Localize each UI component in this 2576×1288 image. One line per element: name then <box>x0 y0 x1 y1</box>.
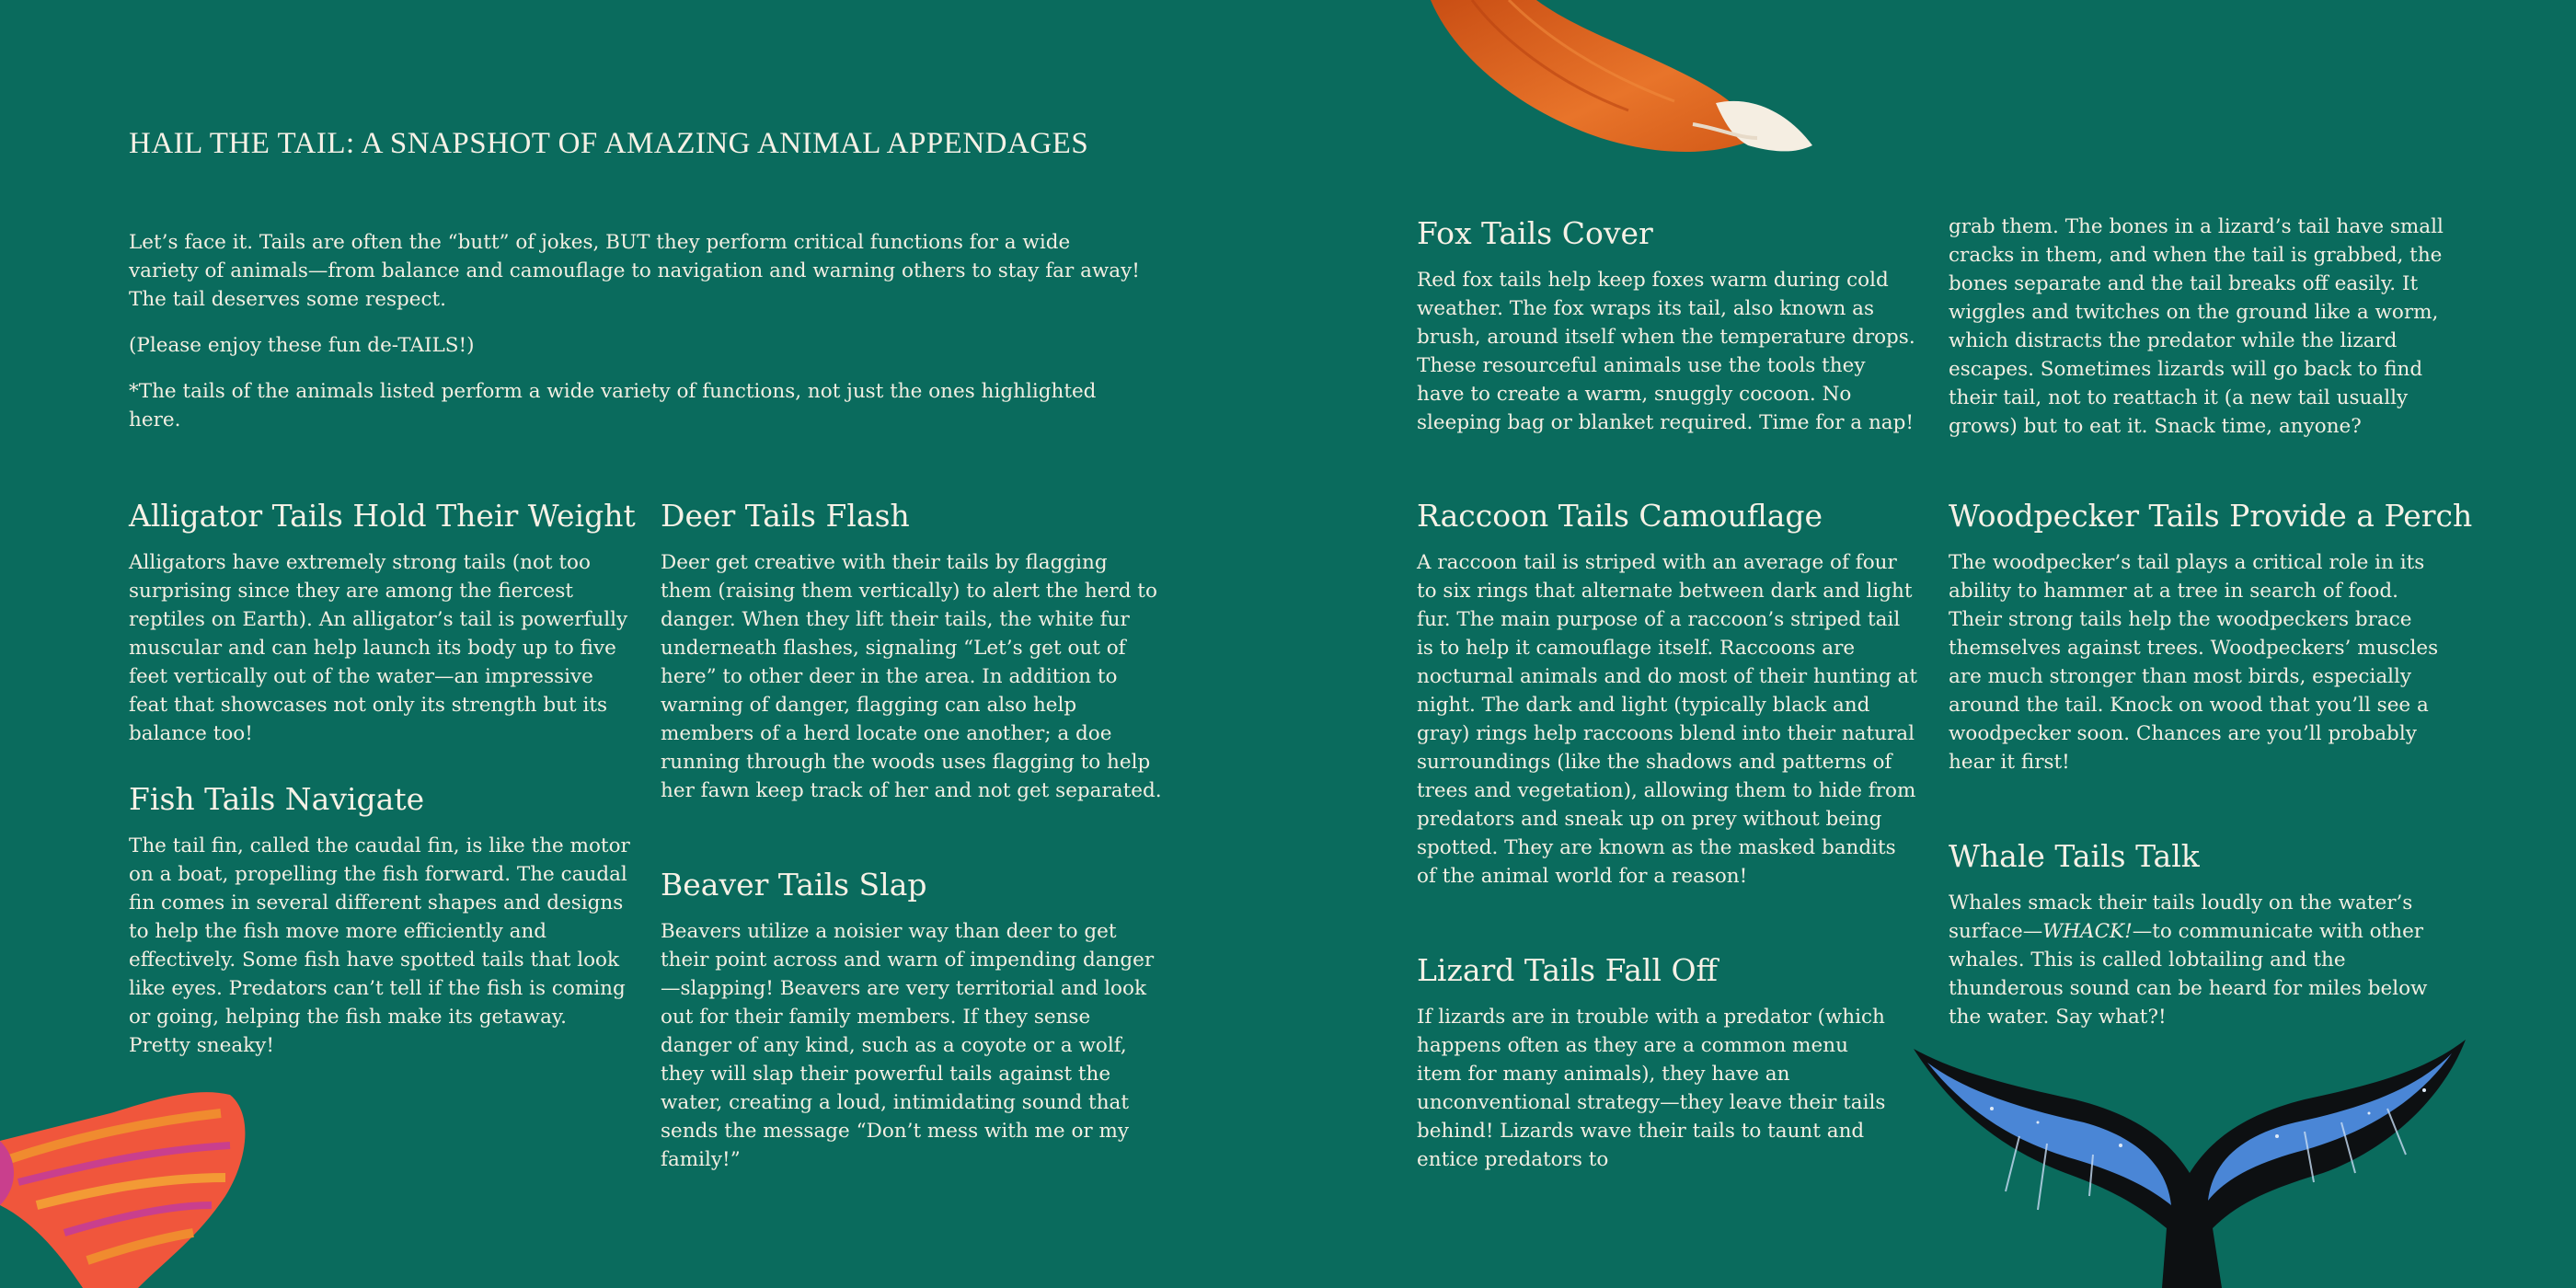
fish-tail-illustration <box>0 1076 258 1288</box>
section-heading: Beaver Tails Slap <box>661 867 927 903</box>
section-heading: Woodpecker Tails Provide a Perch <box>1949 498 2473 534</box>
whale-body-emphasis: WHACK! <box>2042 920 2133 943</box>
section-woodpecker <box>1949 497 2473 776</box>
fox-tail-illustration <box>1417 0 1877 175</box>
section-heading: Fish Tails Navigate <box>129 781 425 817</box>
section-body: A raccoon tail is striped with an average of four to six rings that alternate between dark and light fur. The main purpose of a raccoon’s striped tail is to help it camouflage itself. Raccoons are nocturnal animals and do most of their hunting at night. The dark and light (typically black and gray) rings help raccoons blend into their natural surroundings (like the shadows and patterns of trees and vegetation), allowing them to hide from predators and sneak up on prey without being spotted. They are known as the masked bandits of the animal world for a reason! <box>1417 551 1917 888</box>
section-beaver <box>661 866 1162 1174</box>
section-heading: Fox Tails Cover <box>1417 215 1653 251</box>
intro-paragraph: Let’s face it. Tails are often the “butt” of jokes, BUT they perform critical functions for a wide variety of animals—from balance and camouflage to navigation and warning others to stay far away! The tail deserves some respect. <box>129 231 1140 311</box>
whale-body-end: —to communicate with other whales. This is called lobtailing and the thunderous sound can be heard for miles below the water. Say what?! <box>1949 920 2428 1029</box>
section-deer <box>661 497 1162 805</box>
section-heading: Raccoon Tails Camouflage <box>1417 498 1823 534</box>
section-body: Red fox tails help keep foxes warm during cold weather. The fox wraps its tail, also known as brush, around itself when the temperature drops. These resourceful animals use the tools they have to create a warm, snuggly cocoon. No sleeping bag or blanket required. Time for a nap! <box>1417 269 1915 434</box>
section-lizard-continued <box>1949 213 2450 441</box>
intro <box>129 228 1141 452</box>
section-heading: Alligator Tails Hold Their Weight <box>129 498 636 534</box>
section-alligator <box>129 497 636 748</box>
section-heading: Lizard Tails Fall Off <box>1417 952 1719 988</box>
section-body: The woodpecker’s tail plays a critical role in its ability to hammer at a tree in search of food. Their strong tails help the woodpeckers brace themselves against trees. Woodpeckers’ muscles are much stronger than most birds, especially around the tail. Knock on wood that you’ll see a woodpecker soon. Chances are you’ll probably hear it first! <box>1949 551 2439 774</box>
section-body-continued: grab them. The bones in a lizard’s tail have small cracks in them, and when the tail is grabbed, the bones separate and the tail breaks off easily. It wiggles and twitches on the ground like a worm, which distracts the predator while the lizard escapes. Sometimes lizards will go back to find their tail, not to reattach it (a new tail usually grows) but to eat it. Snack time, anyone? <box>1949 215 2444 438</box>
section-body: The tail fin, called the caudal fin, is like the motor on a boat, propelling the fish forward. The caudal fin comes in several different shapes and designs to help the fish move more efficiently and effectively. Some fish have spotted tails that look like eyes. Predators can’t tell if the fish is coming or going, helping the fish make its getaway. Pretty sneaky! <box>129 834 630 1057</box>
whale-tail-illustration <box>1909 1035 2470 1288</box>
section-fish <box>129 780 630 1060</box>
intro-note: (Please enjoy these fun de-TAILS!) <box>129 334 475 357</box>
section-raccoon <box>1417 497 1918 891</box>
page-title: HAIL THE TAIL: A SNAPSHOT OF AMAZING ANIMAL APPENDAGES <box>129 127 1089 160</box>
section-heading: Whale Tails Talk <box>1949 838 2200 874</box>
section-body: Beavers utilize a noisier way than deer to get their point across and warn of impending danger—slapping! Beavers are very territorial and look out for their family members. If they sense danger of any kind, such as a coyote or a wolf, they will slap their powerful tails against the water, creating a loud, intimidating sound that sends the message “Don’t mess with me or my family!” <box>661 920 1155 1171</box>
intro-footnote: *The tails of the animals listed perform a wide variety of functions, not just the ones highlighted here. <box>129 380 1097 431</box>
section-body: Deer get creative with their tails by flagging them (raising them vertically) to alert the herd to danger. When they lift their tails, the white fur underneath flashes, signaling “Let’s get out of here” to other deer in the area. In addition to warning of danger, flagging can also help members of a herd locate one another; a doe running through the woods uses flagging to help her fawn keep track of her and not get separated. <box>661 551 1162 802</box>
section-heading: Deer Tails Flash <box>661 498 910 534</box>
section-fox <box>1417 214 1918 437</box>
whale-body-start: Whales smack their tails loudly on the water’s surface— <box>1949 891 2413 943</box>
section-body: If lizards are in trouble with a predator (which happens often as they are a common menu item for many animals), they have an unconventional strategy—they leave their tails behind! Lizards wave their tails to taunt and entice predators to <box>1417 1006 1886 1171</box>
section-body: Alligators have extremely strong tails (not too surprising since they are among the fiercest reptiles on Earth). An alligator’s tail is powerfully muscular and can help launch its body up to five feet vertically out of the water—an impressive feat that showcases not only its strength but its balance too! <box>129 551 628 745</box>
section-lizard <box>1417 951 1895 1174</box>
section-whale <box>1949 837 2450 1031</box>
section-body <box>1949 889 2450 1031</box>
